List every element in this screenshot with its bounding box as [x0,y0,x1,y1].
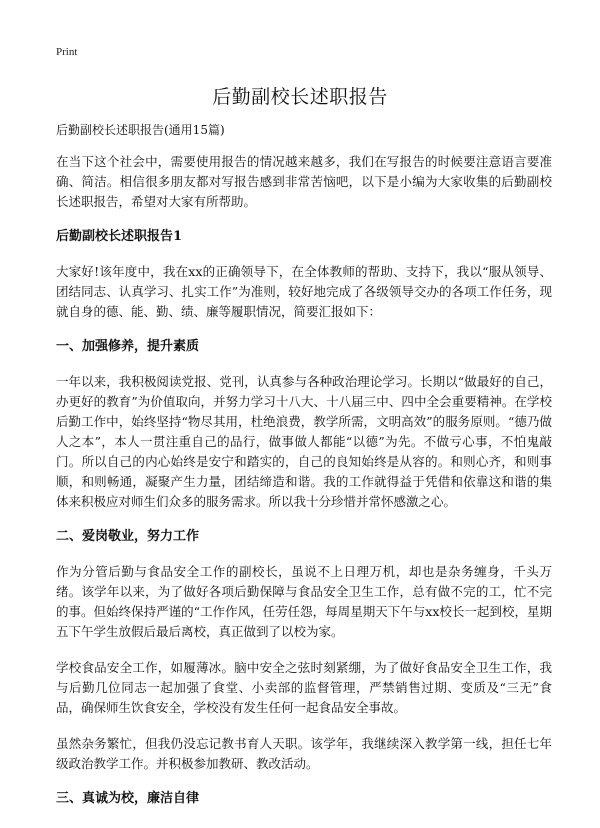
print-link[interactable]: Print [56,46,78,58]
heading-2: 二、爱岗敬业，努力工作 [56,529,200,544]
paragraph-1: 一年以来，我积极阅读党报、党刊，认真参与各种政治理论学习。长期以“做最好的自己，办更好的教育”为价值取向，并努力学习十八大、十八届三中、四中全会重要精神。在学校后勤工作中，始终坚持“物尽其用，杜绝浪费，教学所需，文明高效”的服务原则。“德乃做人之本”，本人一贯注重自己的品行，做事做人都能“以德”为先。不做亏心事，不怕鬼敲门。所以自己的内心始终是安宁和踏实的，自己的良知始终是从容的。和则心齐，和则事顺，和则畅通，凝聚产生力量，团结缔造和谐。我的工作就得益于凭借和依靠这和谐的集体来积极应对师生们众多的服务需求。所以我十分珍惜并常怀感激之心。 [56,374,552,509]
opening-paragraph: 大家好!该年度中，我在xx的正确领导下，在全体教师的帮助、支持下，我以“服从领导、团结同志、认真学习、扎实工作”为准则，较好地完成了各级领导交办的各项工作任务，现就自身的德、能、勤、绩、廉等履职情况，简要汇报如下： [56,264,552,319]
section-heading: 后勤副校长述职报告1 [56,229,183,244]
document-subtitle: 后勤副校长述职报告(通用15篇) [56,123,225,137]
heading-3: 三、真诚为校，廉洁自律 [56,791,200,806]
heading-1: 一、加强修养，提升素质 [56,339,200,354]
paragraph-2: 作为分管后勤与食品安全工作的副校长，虽说不上日理万机，却也是杂务缠身，千头万绪。该学年以来，为了做好各项后勤保障与食品安全卫生工作，总有做不完的工，忙不完的事。但始终保持严谨的“工作作风，任劳任怨，每周星期天下午与xx校长一起到校，星期五下午学生放假后最后离校，真正做到了以校为家。 [56,564,552,639]
page-title: 后勤副校长述职报告 [212,86,388,108]
document-body [56,122,552,824]
paragraph-4: 虽然杂务繁忙，但我仍没忘记教书育人天职。该学年，我继续深入教学第一线，担任七年级政治教学工作。并积极参加教研、教改活动。 [56,736,552,771]
paragraph-3: 学校食品安全工作，如履薄冰。脑中安全之弦时刻紧绷，为了做好食品安全卫生工作，我与后勤几位同志一起加强了食堂、小卖部的监督管理，严禁销售过期、变质及“三无”食品，确保师生饮食安全，学校没有发生任何一起食品安全事故。 [56,660,552,715]
intro-paragraph: 在当下这个社会中，需要使用报告的情况越来越多，我们在写报告的时候要注意语言要准确、简洁。相信很多朋友都对写报告感到非常苦恼吧，以下是小编为大家收集的后勤副校长述职报告，希望对大家有所帮助。 [56,154,552,209]
